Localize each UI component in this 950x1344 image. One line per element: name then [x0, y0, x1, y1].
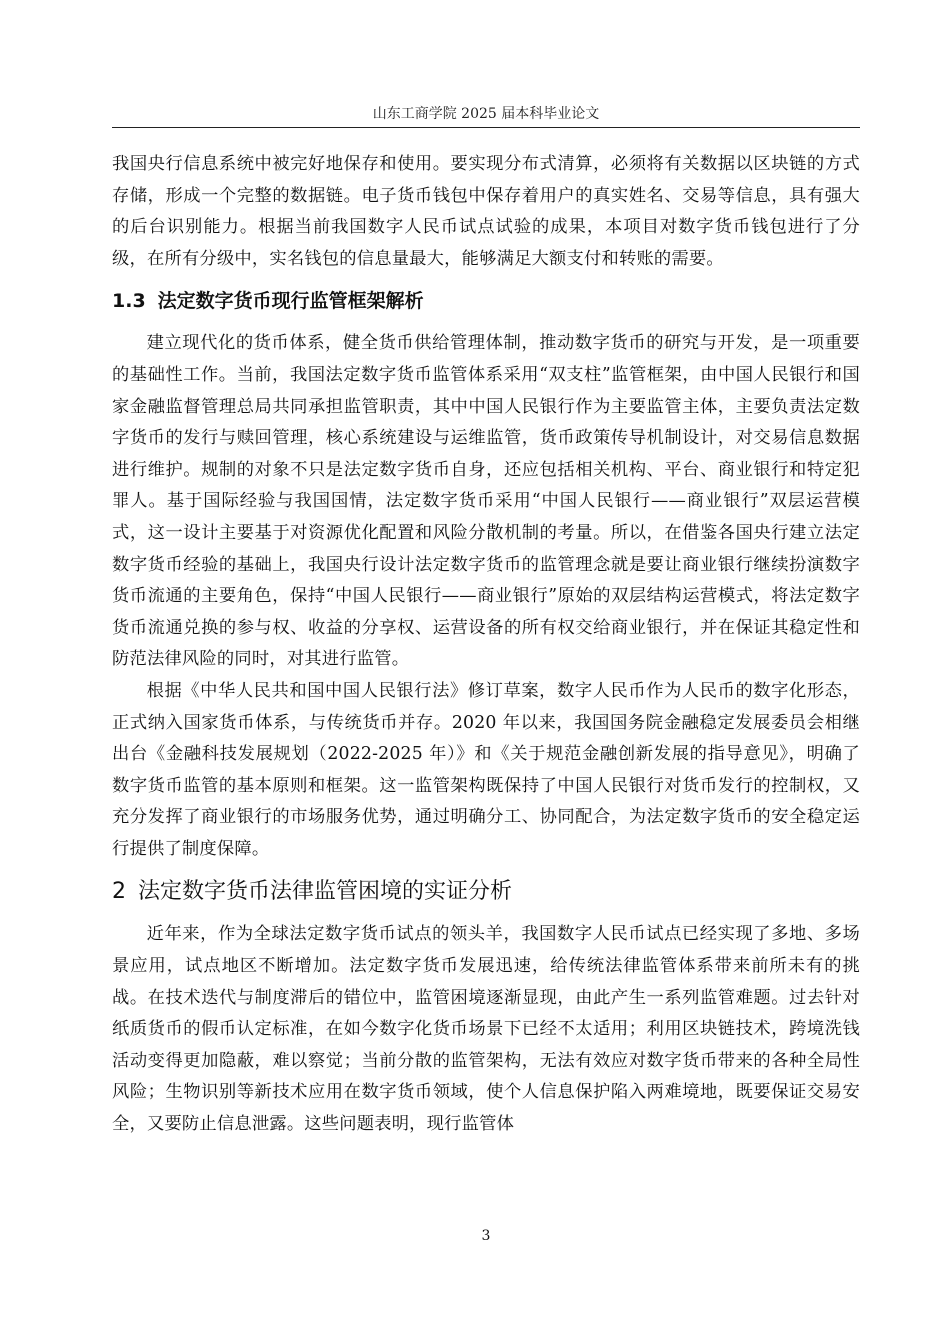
page-number: 3 [481, 1228, 491, 1244]
page-body [112, 149, 860, 1141]
section-heading-1-3 [112, 275, 860, 328]
section-number: 1.3 [112, 290, 146, 313]
running-header: 山东工商学院 2025 届本科毕业论文 [372, 106, 600, 122]
body-paragraph: 近年来，作为全球法定数字货币试点的领头羊，我国数字人民币试点已经实现了多地、多场景应用，试点地区不断增加。法定数字货币发展迅速，给传统法律监管体系带来前所未有的挑战。在技术迭代与制度滞后的错位中，监管困境逐渐显现，由此产生一系列监管难题。过去针对纸质货币的假币认定标准，在如今数字化货币场景下已经不太适用；利用区块链技术，跨境洗钱活动变得更加隐蔽，难以察觉；当前分散的监管架构，无法有效应对数字货币带来的各种全局性风险；生物识别等新技术应用在数字货币领域，使个人信息保护陷入两难境地，既要保证交易安全，又要防止信息泄露。这些问题表明，现行监管体 [112, 924, 860, 1135]
body-paragraph: 根据《中华人民共和国中国人民银行法》修订草案，数字人民币作为人民币的数字化形态，正式纳入国家货币体系，与传统货币并存。2020 年以来，我国国务院金融稳定发展委员会相继出台《金融科技发展规划（2022-2025 年）》和《关于规范金融创新发展的指导意见》，明确了数字货币监管的基本原则和框架。这一监管架构既保持了中国人民银行对货币发行的控制权，又充分发挥了商业银行的市场服务优势，通过明确分工、协同配合，为法定数字货币的安全稳定运行提供了制度保障。 [112, 680, 860, 859]
section-title: 法定数字货币现行监管框架解析 [157, 290, 424, 313]
chapter-heading-2 [112, 865, 860, 919]
chapter-title: 法定数字货币法律监管困境的实证分析 [138, 879, 513, 905]
body-paragraph: 建立现代化的货币体系，健全货币供给管理体制，推动数字货币的研究与开发，是一项重要的基础性工作。当前，我国法定数字货币监管体系采用“双支柱”监管框架，由中国人民银行和国家金融监督管理总局共同承担监管职责，其中中国人民银行作为主要监管主体，主要负责法定数字货币的发行与赎回管理，核心系统建设与运维监管，货币政策传导机制设计，对交易信息数据进行维护。规制的对象不只是法定数字货币自身，还应包括相关机构、平台、商业银行和特定犯罪人。基于国际经验与我国国情，法定数字货币采用“中国人民银行——商业银行”双层运营模式，这一设计主要基于对资源优化配置和风险分散机制的考量。所以，在借鉴各国央行建立法定数字货币经验的基础上，我国央行设计法定数字货币的监管理念就是要让商业银行继续扮演数字货币流通的主要角色，保持“中国人民银行——商业银行”原始的双层结构运营模式，将法定数字货币流通兑换的参与权、收益的分享权、运营设备的所有权交给商业银行，并在保证其稳定性和防范法律风险的同时，对其进行监管。 [112, 333, 860, 670]
body-paragraph: 我国央行信息系统中被完好地保存和使用。要实现分布式清算，必须将有关数据以区块链的方式存储，形成一个完整的数据链。电子货币钱包中保存着用户的真实姓名、交易等信息，具有强大的后台识别能力。根据当前我国数字人民币试点试验的成果，本项目对数字货币钱包进行了分级，在所有分级中，实名钱包的信息量最大，能够满足大额支付和转账的需要。 [112, 154, 860, 269]
chapter-number: 2 [112, 879, 126, 905]
header-divider [112, 127, 860, 128]
